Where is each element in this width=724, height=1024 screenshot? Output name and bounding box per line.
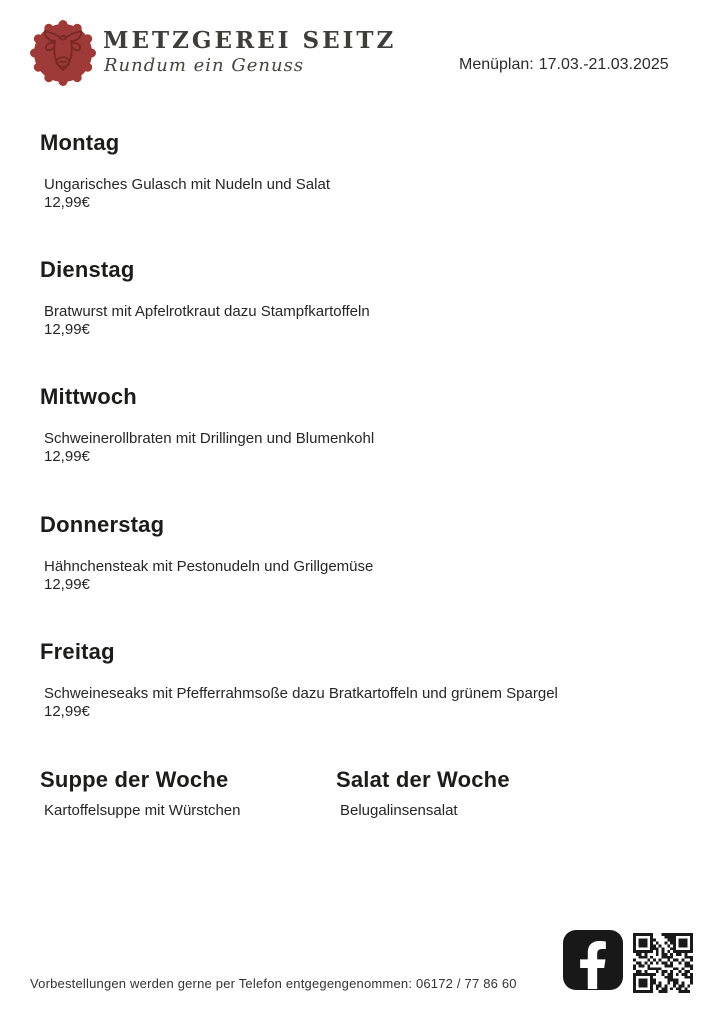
preorder-phone-note: Vorbestellungen werden gerne per Telefon entgegengenommen: 06172 / 77 86 60 bbox=[30, 976, 517, 991]
day-section-mittwoch bbox=[40, 385, 680, 465]
dish-price: 12,99€ bbox=[44, 702, 90, 720]
facebook-icon[interactable] bbox=[563, 930, 623, 990]
dish-price: 12,99€ bbox=[44, 320, 90, 338]
dish-price: 12,99€ bbox=[44, 193, 90, 211]
day-name: Freitag bbox=[40, 639, 115, 664]
bull-seal-logo-icon bbox=[30, 20, 96, 86]
soup-of-the-week-section bbox=[40, 768, 340, 820]
salad-of-the-week-section bbox=[336, 768, 636, 820]
dish-description: Schweinerollbraten mit Drillingen und Blumenkohl bbox=[44, 430, 375, 447]
qr-code bbox=[633, 933, 693, 993]
day-name: Donnerstag bbox=[40, 512, 165, 537]
day-section-montag bbox=[40, 131, 680, 211]
day-section-freitag bbox=[40, 640, 680, 720]
dish-description: Hähnchensteak mit Pestonudeln und Grillgemüse bbox=[44, 558, 374, 575]
dish-description: Ungarisches Gulasch mit Nudeln und Salat bbox=[44, 176, 330, 193]
day-section-dienstag bbox=[40, 258, 680, 338]
dish-description: Schweineseaks mit Pfefferrahmsoße dazu Bratkartoffeln und grünem Spargel bbox=[44, 685, 558, 702]
salad-of-the-week-title: Salat der Woche bbox=[336, 767, 510, 792]
menu-plan-date bbox=[459, 56, 669, 74]
dish-price: 12,99€ bbox=[44, 575, 90, 593]
menu-plan-label: Menüplan: bbox=[459, 56, 534, 73]
day-section-donnerstag bbox=[40, 513, 680, 593]
day-name: Montag bbox=[40, 130, 120, 155]
menu-plan-dates: 17.03.-21.03.2025 bbox=[538, 56, 669, 73]
day-name: Mittwoch bbox=[40, 384, 137, 409]
brand-tagline: Rundum ein Genuss bbox=[104, 55, 305, 76]
dish-description: Bratwurst mit Apfelrotkraut dazu Stampfkartoffeln bbox=[44, 303, 370, 320]
soup-of-the-week-item: Kartoffelsuppe mit Würstchen bbox=[44, 802, 241, 819]
brand-name: METZGEREI SEITZ bbox=[103, 27, 397, 54]
day-name: Dienstag bbox=[40, 257, 135, 282]
salad-of-the-week-item: Belugalinsensalat bbox=[340, 802, 458, 819]
soup-of-the-week-title: Suppe der Woche bbox=[40, 767, 229, 792]
dish-price: 12,99€ bbox=[44, 447, 90, 465]
